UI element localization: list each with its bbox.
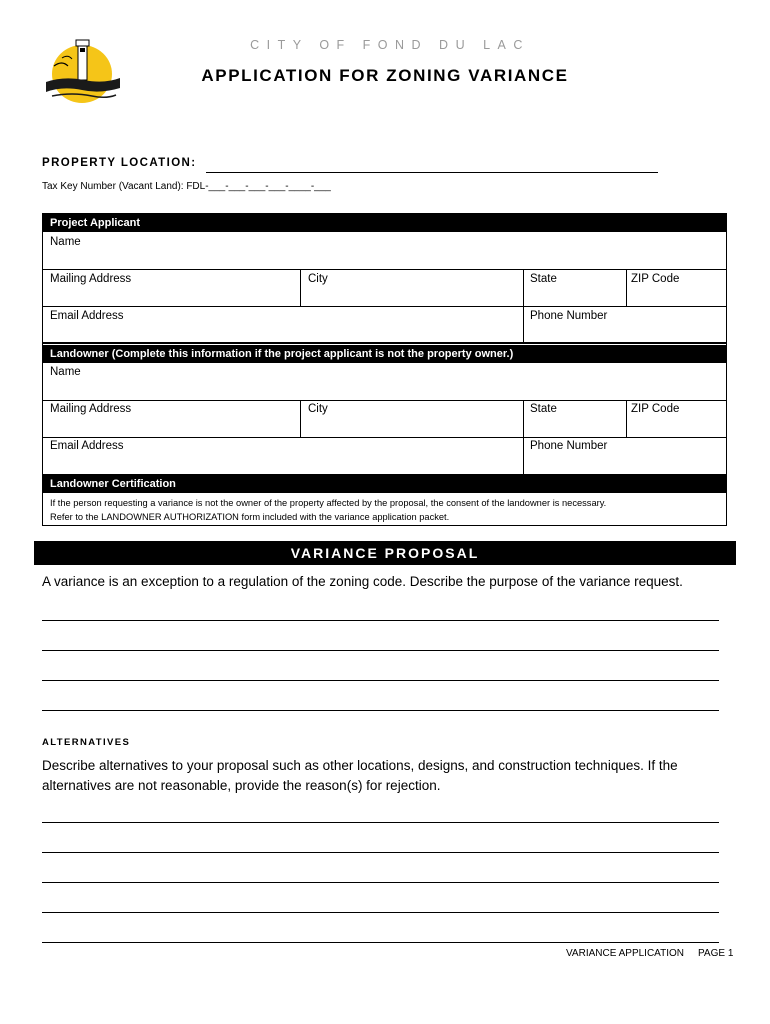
variance-proposal-description: A variance is an exception to a regulation of the zoning code. Describe the purpose of the variance request. — [42, 574, 683, 589]
project-applicant-heading: Project Applicant — [43, 214, 726, 232]
footer-page-number: PAGE 1 — [698, 948, 734, 959]
landowner-zip-field[interactable]: ZIP Code — [631, 403, 680, 415]
proposal-answer-line[interactable] — [42, 650, 719, 651]
variance-proposal-heading: VARIANCE PROPOSAL — [34, 541, 736, 565]
landowner-name-field[interactable]: Name — [50, 366, 81, 378]
landowner-certification-heading: Landowner Certification — [43, 475, 726, 493]
alternatives-answer-line[interactable] — [42, 882, 719, 883]
tax-key-number-field[interactable]: Tax Key Number (Vacant Land): FDL-___-___-___-___-____-___ — [42, 181, 331, 192]
applicant-city-field[interactable]: City — [308, 273, 328, 285]
alternatives-answer-line[interactable] — [42, 912, 719, 913]
applicant-state-field[interactable]: State — [530, 273, 557, 285]
certification-line-2: Refer to the LANDOWNER AUTHORIZATION form included with the variance application packet. — [50, 512, 450, 522]
alternatives-answer-line[interactable] — [42, 852, 719, 853]
property-location-label: PROPERTY LOCATION: — [42, 157, 197, 169]
landowner-email-field[interactable]: Email Address — [50, 440, 124, 452]
certification-text — [50, 496, 606, 524]
landowner-city-field[interactable]: City — [308, 403, 328, 415]
alternatives-heading: ALTERNATIVES — [42, 737, 131, 748]
footer-document-name: VARIANCE APPLICATION — [566, 948, 684, 959]
applicant-email-field[interactable]: Email Address — [50, 310, 124, 322]
landowner-state-field[interactable]: State — [530, 403, 557, 415]
proposal-answer-line[interactable] — [42, 620, 719, 621]
alternatives-answer-line[interactable] — [42, 822, 719, 823]
landowner-section — [42, 343, 727, 475]
landowner-heading: Landowner (Complete this information if the project applicant is not the property owner.) — [43, 345, 726, 363]
proposal-answer-line[interactable] — [42, 710, 719, 711]
alternatives-description: Describe alternatives to your proposal such as other locations, designs, and construction techniques. If the alternatives are not reasonable, provide the reason(s) for rejection. — [42, 758, 678, 793]
certification-line-1: If the person requesting a variance is not the owner of the property affected by the proposal, the consent of the landowner is necessary. — [50, 498, 607, 508]
landowner-certification-section — [42, 474, 727, 526]
property-location-field[interactable] — [206, 172, 658, 173]
landowner-mailing-address-field[interactable]: Mailing Address — [50, 403, 132, 415]
proposal-answer-line[interactable] — [42, 680, 719, 681]
city-name: CITY OF FOND DU LAC — [250, 38, 530, 52]
page-title: APPLICATION FOR ZONING VARIANCE — [201, 66, 569, 85]
applicant-zip-field[interactable]: ZIP Code — [631, 273, 680, 285]
alternatives-answer-line[interactable] — [42, 942, 719, 943]
applicant-name-field[interactable]: Name — [50, 236, 81, 248]
landowner-phone-field[interactable]: Phone Number — [530, 440, 608, 452]
applicant-mailing-address-field[interactable]: Mailing Address — [50, 273, 132, 285]
applicant-phone-field[interactable]: Phone Number — [530, 310, 608, 322]
project-applicant-section — [42, 213, 727, 343]
